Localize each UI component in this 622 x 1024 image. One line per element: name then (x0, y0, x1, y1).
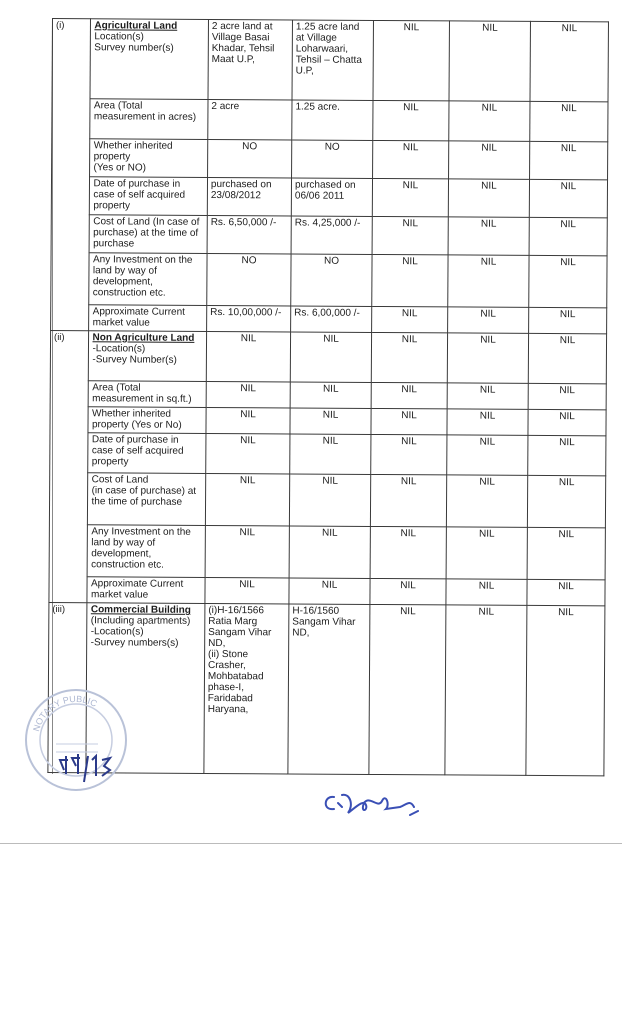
table-cell: 1.25 acre. (292, 100, 373, 140)
table-row (52, 99, 608, 142)
table-cell: NIL (528, 435, 606, 475)
row-label-text: -Location(s) -Survey Number(s) (92, 343, 177, 366)
table-row (51, 304, 607, 333)
row-label: Date of purchase in case of self acquired property (90, 177, 208, 216)
table-cell: NIL (205, 473, 289, 526)
table-cell: NIL (447, 435, 528, 475)
section-index: (ii) (49, 330, 89, 602)
table-row (50, 432, 606, 475)
table-cell: NO (292, 140, 373, 178)
table-cell: 2 acre (208, 99, 292, 140)
row-label: Area (Total measurement in acres) (90, 99, 208, 140)
table-cell: 1.25 acre land at Village Loharwaari, Tehsil – Chatta U.P, (292, 20, 374, 100)
table-cell: Rs. 6,50,000 /- (207, 215, 291, 254)
table-cell: NIL (530, 101, 608, 141)
page-bottom-rule (0, 843, 622, 844)
table-row (50, 406, 606, 435)
row-label: Whether inherited property (Yes or No) (88, 407, 206, 434)
table-cell: Rs. 10,00,000 /- (207, 305, 291, 332)
table-cell: NIL (448, 179, 529, 217)
table-cell: NIL (447, 383, 528, 409)
table-cell: NIL (206, 433, 290, 474)
row-label: Area (Total measurement in sq.ft.) (89, 381, 207, 408)
table-cell: NIL (529, 255, 607, 307)
row-label (89, 331, 207, 382)
table-cell: NIL (529, 307, 607, 333)
table-cell: NO (207, 253, 291, 306)
row-label: Any Investment on the land by way of development, construction etc. (88, 525, 206, 578)
row-label: Approximate Current market value (89, 305, 207, 332)
table-cell: NIL (370, 578, 446, 604)
table-cell: 2 acre land at Village Basai Khadar, Tehsil Maat U.P, (208, 19, 293, 100)
table-row (50, 380, 606, 409)
svg-text:NOTARY PUBLIC: NOTARY PUBLIC (31, 693, 99, 733)
table-cell: NIL (529, 179, 607, 217)
table-cell: purchased on 06/06 2011 (291, 178, 372, 216)
table-cell: H-16/1560 Sangam Vihar ND, (288, 604, 370, 774)
table-cell: NIL (449, 101, 530, 141)
section-index: (iii) (48, 602, 88, 772)
table-cell: NIL (448, 255, 529, 307)
table-cell: NIL (371, 382, 447, 408)
table-cell: NIL (290, 408, 371, 434)
row-label: Approximate Current market value (87, 577, 205, 604)
table-row (52, 139, 608, 180)
table-cell: (i)H-16/1566 Ratia Marg Sangam Vihar ND, (ii) Stone Crasher, Mohbatabad phase-I, Faridabad Haryana, (204, 603, 289, 774)
table-cell: Rs. 4,25,000 /- (291, 216, 372, 254)
table-cell: NIL (449, 21, 531, 101)
table-cell: NIL (373, 100, 449, 140)
table-cell: NIL (205, 525, 289, 578)
table-cell: NIL (206, 331, 290, 382)
table-cell: NIL (290, 382, 371, 408)
table-cell: NIL (448, 307, 529, 333)
table-cell: NIL (372, 178, 448, 216)
table-cell: NIL (372, 254, 448, 306)
section-index: (i) (51, 19, 91, 331)
table-cell: NIL (529, 217, 607, 255)
table-cell: NIL (446, 579, 527, 605)
row-label: Whether inherited property (Yes or NO) (90, 139, 208, 178)
table-row (51, 214, 607, 255)
table-cell: NIL (369, 604, 446, 774)
table-cell: NIL (527, 475, 605, 527)
section-heading: Commercial Building (90, 604, 191, 616)
table-cell: NIL (289, 578, 370, 604)
table-row (51, 177, 607, 218)
row-label: Any Investment on the land by way of development, construction etc. (89, 253, 207, 306)
table-cell: NIL (371, 332, 447, 382)
row-label: Date of purchase in case of self acquired property (88, 433, 206, 474)
table-cell: NIL (373, 140, 449, 178)
table-cell: purchased on 23/08/2012 (207, 177, 291, 216)
table-cell: NIL (372, 306, 448, 332)
table-cell: NIL (527, 527, 605, 579)
table-cell: NIL (530, 141, 608, 179)
table-cell: NIL (371, 434, 447, 474)
table-cell: NIL (371, 408, 447, 434)
asset-declaration-table (47, 18, 609, 776)
row-label: Cost of Land (in case of purchase) at the time of purchase (88, 473, 206, 526)
table-row (51, 252, 607, 307)
table-cell: NIL (448, 217, 529, 255)
table-row (49, 576, 605, 605)
table-cell: NIL (528, 333, 606, 383)
table-cell: NIL (370, 526, 446, 578)
table-cell: NIL (206, 407, 290, 434)
handwritten-date (58, 752, 128, 788)
table-cell: NIL (370, 474, 446, 526)
table-cell: NIL (445, 605, 527, 775)
table-cell: NIL (448, 141, 529, 179)
table-cell: NIL (528, 409, 606, 435)
row-label-text: (Including apartments) -Location(s) -Survey numbers(s) (90, 615, 191, 649)
table-cell: NIL (372, 216, 448, 254)
table-cell: NIL (528, 383, 606, 409)
row-label (90, 19, 208, 100)
row-label: Cost of Land (In case of purchase) at the time of purchase (90, 215, 208, 254)
table-cell: NIL (290, 434, 371, 474)
table-cell: NIL (205, 577, 289, 604)
table-cell: NIL (206, 381, 290, 408)
table-row (48, 602, 605, 775)
table-cell: NIL (373, 20, 449, 100)
table-row (49, 472, 605, 527)
section-heading: Agricultural Land (94, 20, 178, 32)
table-cell: NIL (290, 332, 371, 382)
table-cell: NO (291, 254, 372, 306)
table-cell: NIL (526, 605, 605, 775)
table-cell: Rs. 6,00,000 /- (291, 306, 372, 332)
row-label-text: Location(s) Survey number(s) (94, 31, 174, 54)
signature (320, 785, 430, 825)
table-cell: NO (207, 139, 291, 178)
table-cell: NIL (289, 526, 370, 578)
table-row (52, 19, 608, 102)
table-cell: NIL (446, 527, 527, 579)
table-cell: NIL (289, 474, 370, 526)
table-cell: NIL (446, 475, 527, 527)
table-cell: NIL (527, 579, 605, 605)
table-cell: NIL (447, 333, 528, 383)
table-row (50, 330, 606, 383)
table-cell: NIL (530, 21, 609, 101)
table-cell: NIL (447, 409, 528, 435)
section-heading: Non Agriculture Land (92, 332, 195, 344)
table-row (49, 524, 605, 579)
